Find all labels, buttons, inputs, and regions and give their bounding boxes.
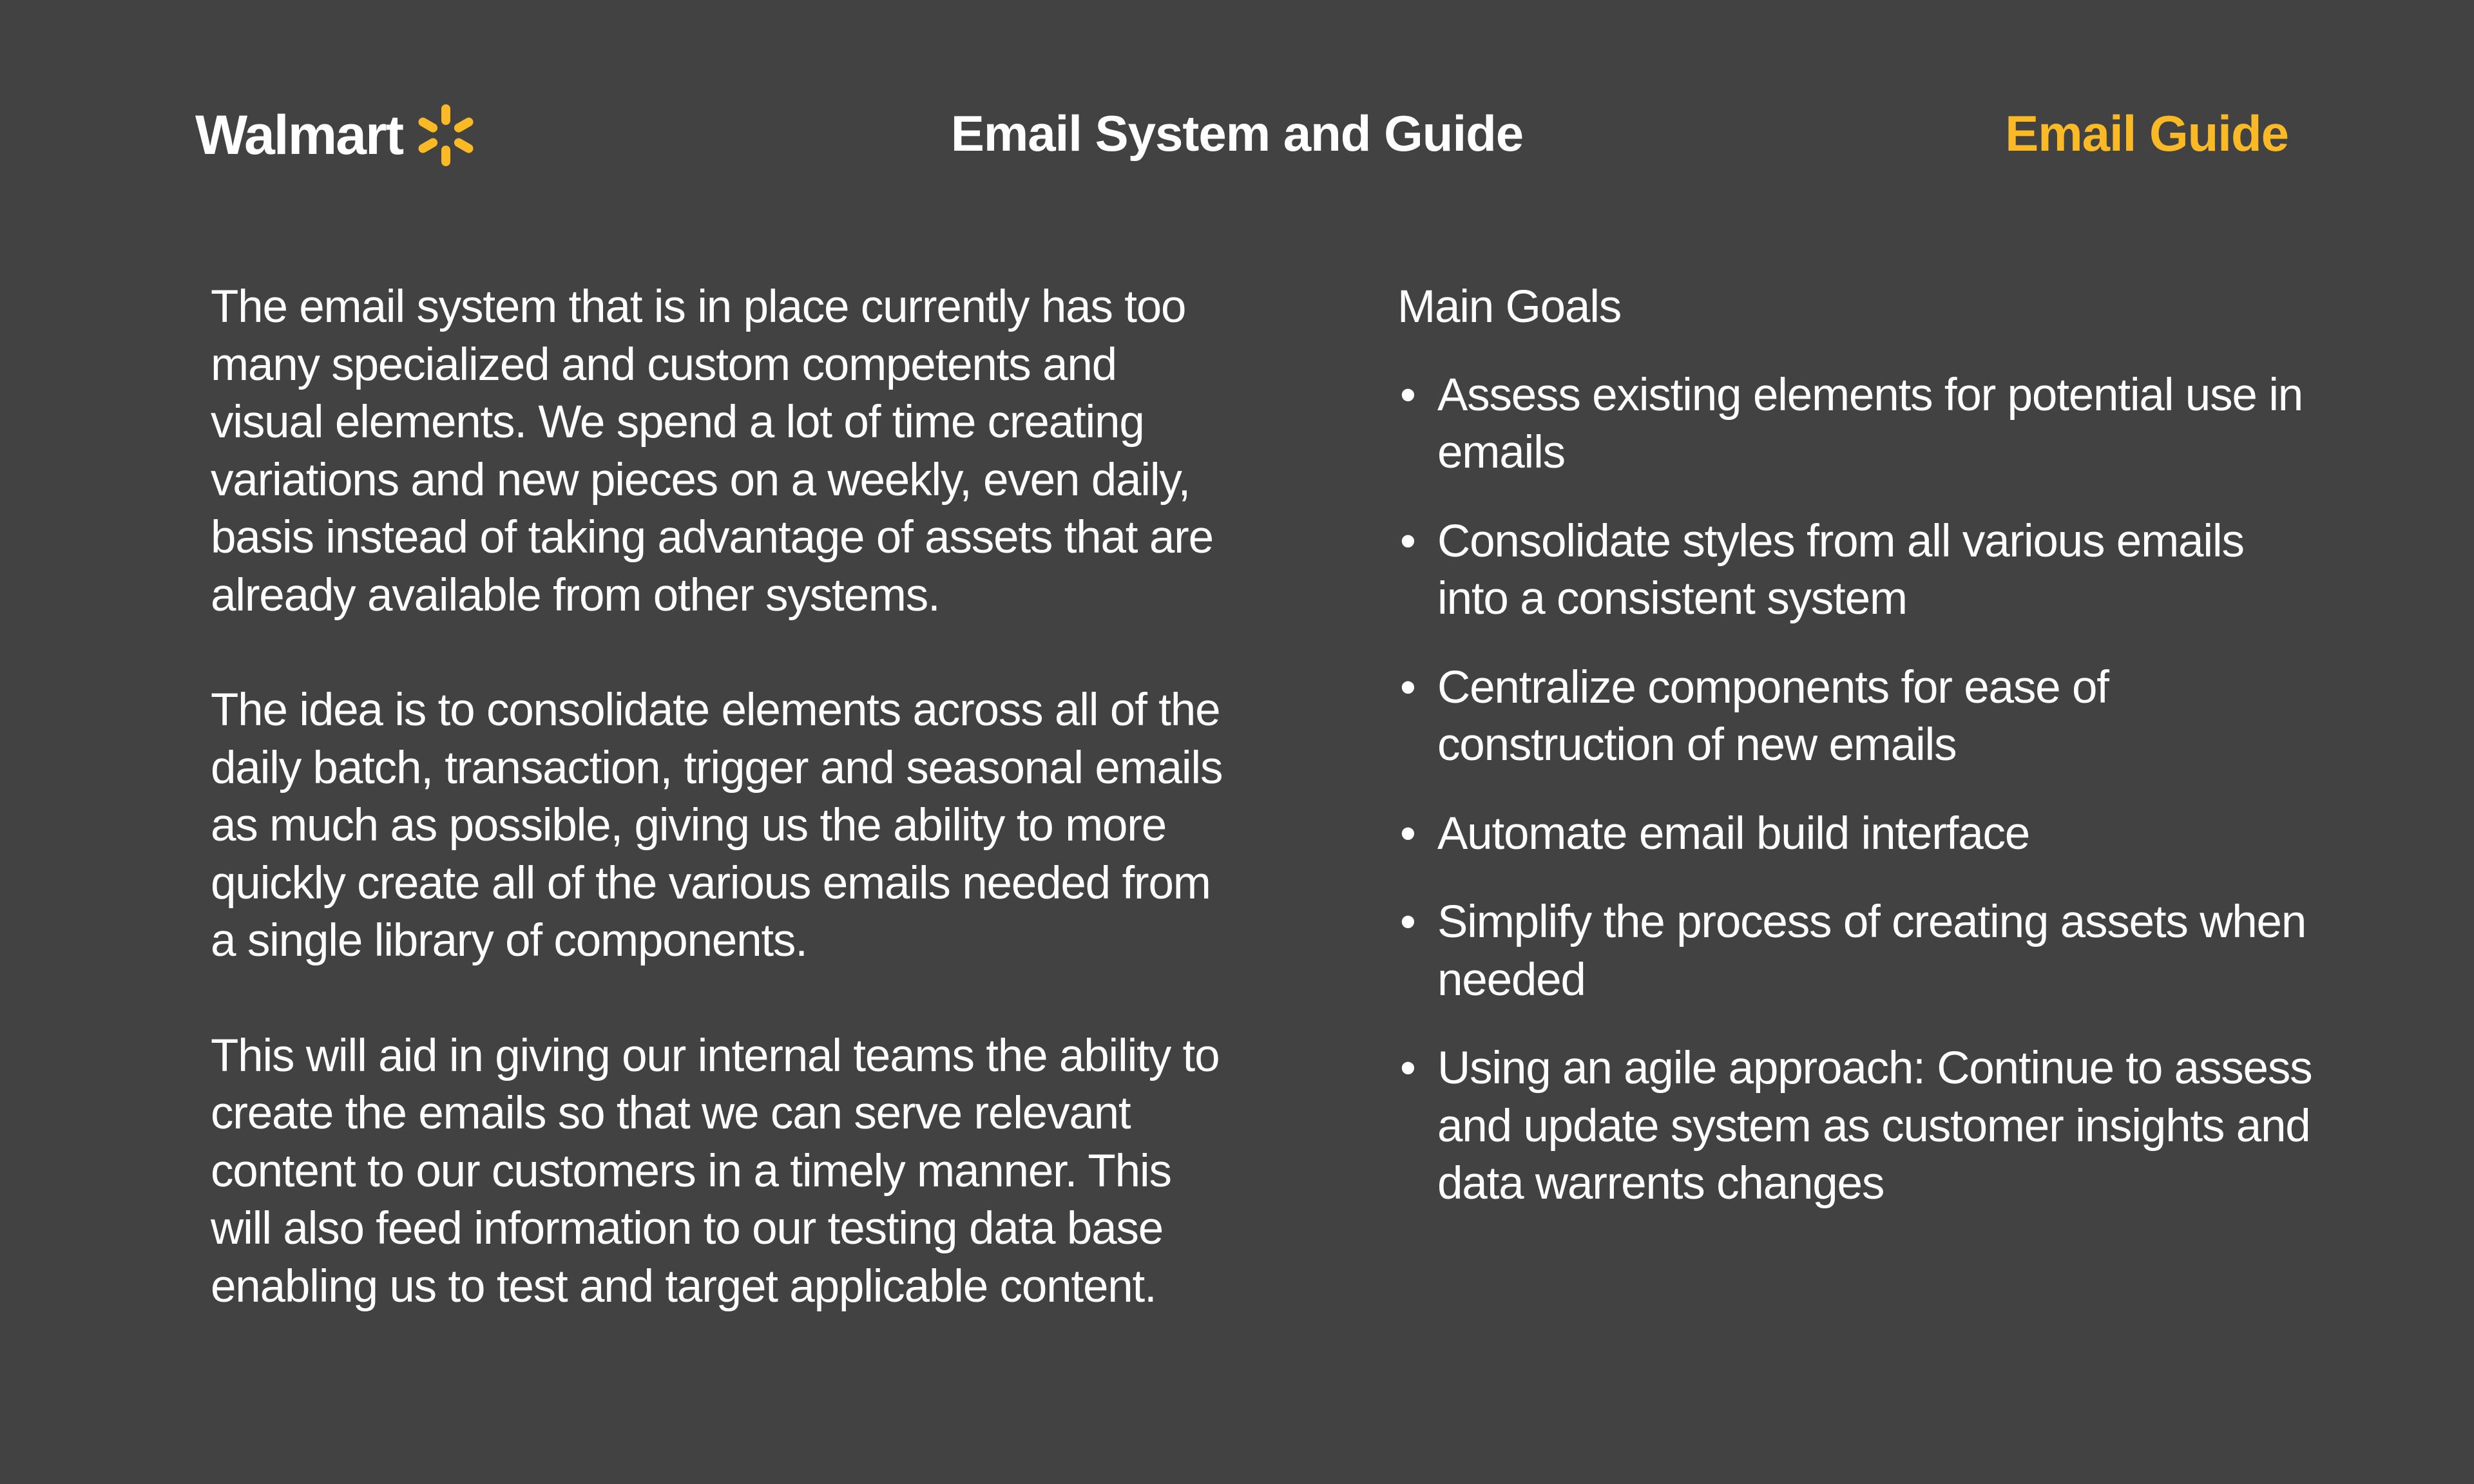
- goals-heading: Main Goals: [1397, 281, 1622, 332]
- list-item: [1397, 659, 2312, 774]
- list-item: [1397, 1040, 2312, 1213]
- bullet-icon: •: [1400, 369, 1415, 421]
- goals-column: [1397, 278, 2312, 1244]
- bullet-icon: •: [1400, 1043, 1415, 1094]
- bullet-icon: •: [1400, 808, 1415, 859]
- header: [0, 0, 2474, 206]
- goal-text: Using an agile approach: Continue to assess and update system as customer insights and data warrents changes: [1437, 1043, 2312, 1209]
- section-label: Email Guide: [2005, 105, 2288, 162]
- page-title: Email System and Guide: [950, 105, 1524, 162]
- list-item: [1397, 513, 2312, 628]
- goal-text: Automate email build interface: [1437, 808, 2030, 859]
- logo-wordmark: Walmart: [195, 104, 403, 166]
- intro-paragraph: This will aid in giving our internal teams the ability to create the emails so that we can serve relevant content to our customers in a timely manner. This will also feed information to our testing data base enabling us to test and target applicable content.: [211, 1030, 1220, 1312]
- goal-text: Simplify the process of creating assets when needed: [1437, 897, 2306, 1005]
- list-item: [1397, 366, 2312, 482]
- goals-list: [1397, 366, 2312, 1213]
- intro-paragraph: The email system that is in place currently has too many specialized and custom competents and visual elements. We spend a lot of time creating variations and new pieces on a weekly, even daily, basis instead of taking advantage of assets that are already available from other systems.: [211, 281, 1213, 621]
- goal-text: Centralize components for ease of construction of new emails: [1437, 661, 2109, 770]
- list-item: [1397, 893, 2312, 1009]
- bullet-icon: •: [1400, 515, 1415, 567]
- goal-text: Assess existing elements for potential use in emails: [1437, 369, 2303, 478]
- bullet-icon: •: [1400, 897, 1415, 947]
- goal-text: Consolidate styles from all various emails into a consistent system: [1437, 515, 2244, 624]
- intro-paragraph: The idea is to consolidate elements across all of the daily batch, transaction, trigger and seasonal emails as much as possible, giving us the ability to more quickly create all of the various emails needed from a single library of components.: [211, 685, 1223, 966]
- bullet-icon: •: [1400, 661, 1415, 713]
- intro-column: [211, 278, 1229, 1373]
- list-item: [1397, 805, 2312, 863]
